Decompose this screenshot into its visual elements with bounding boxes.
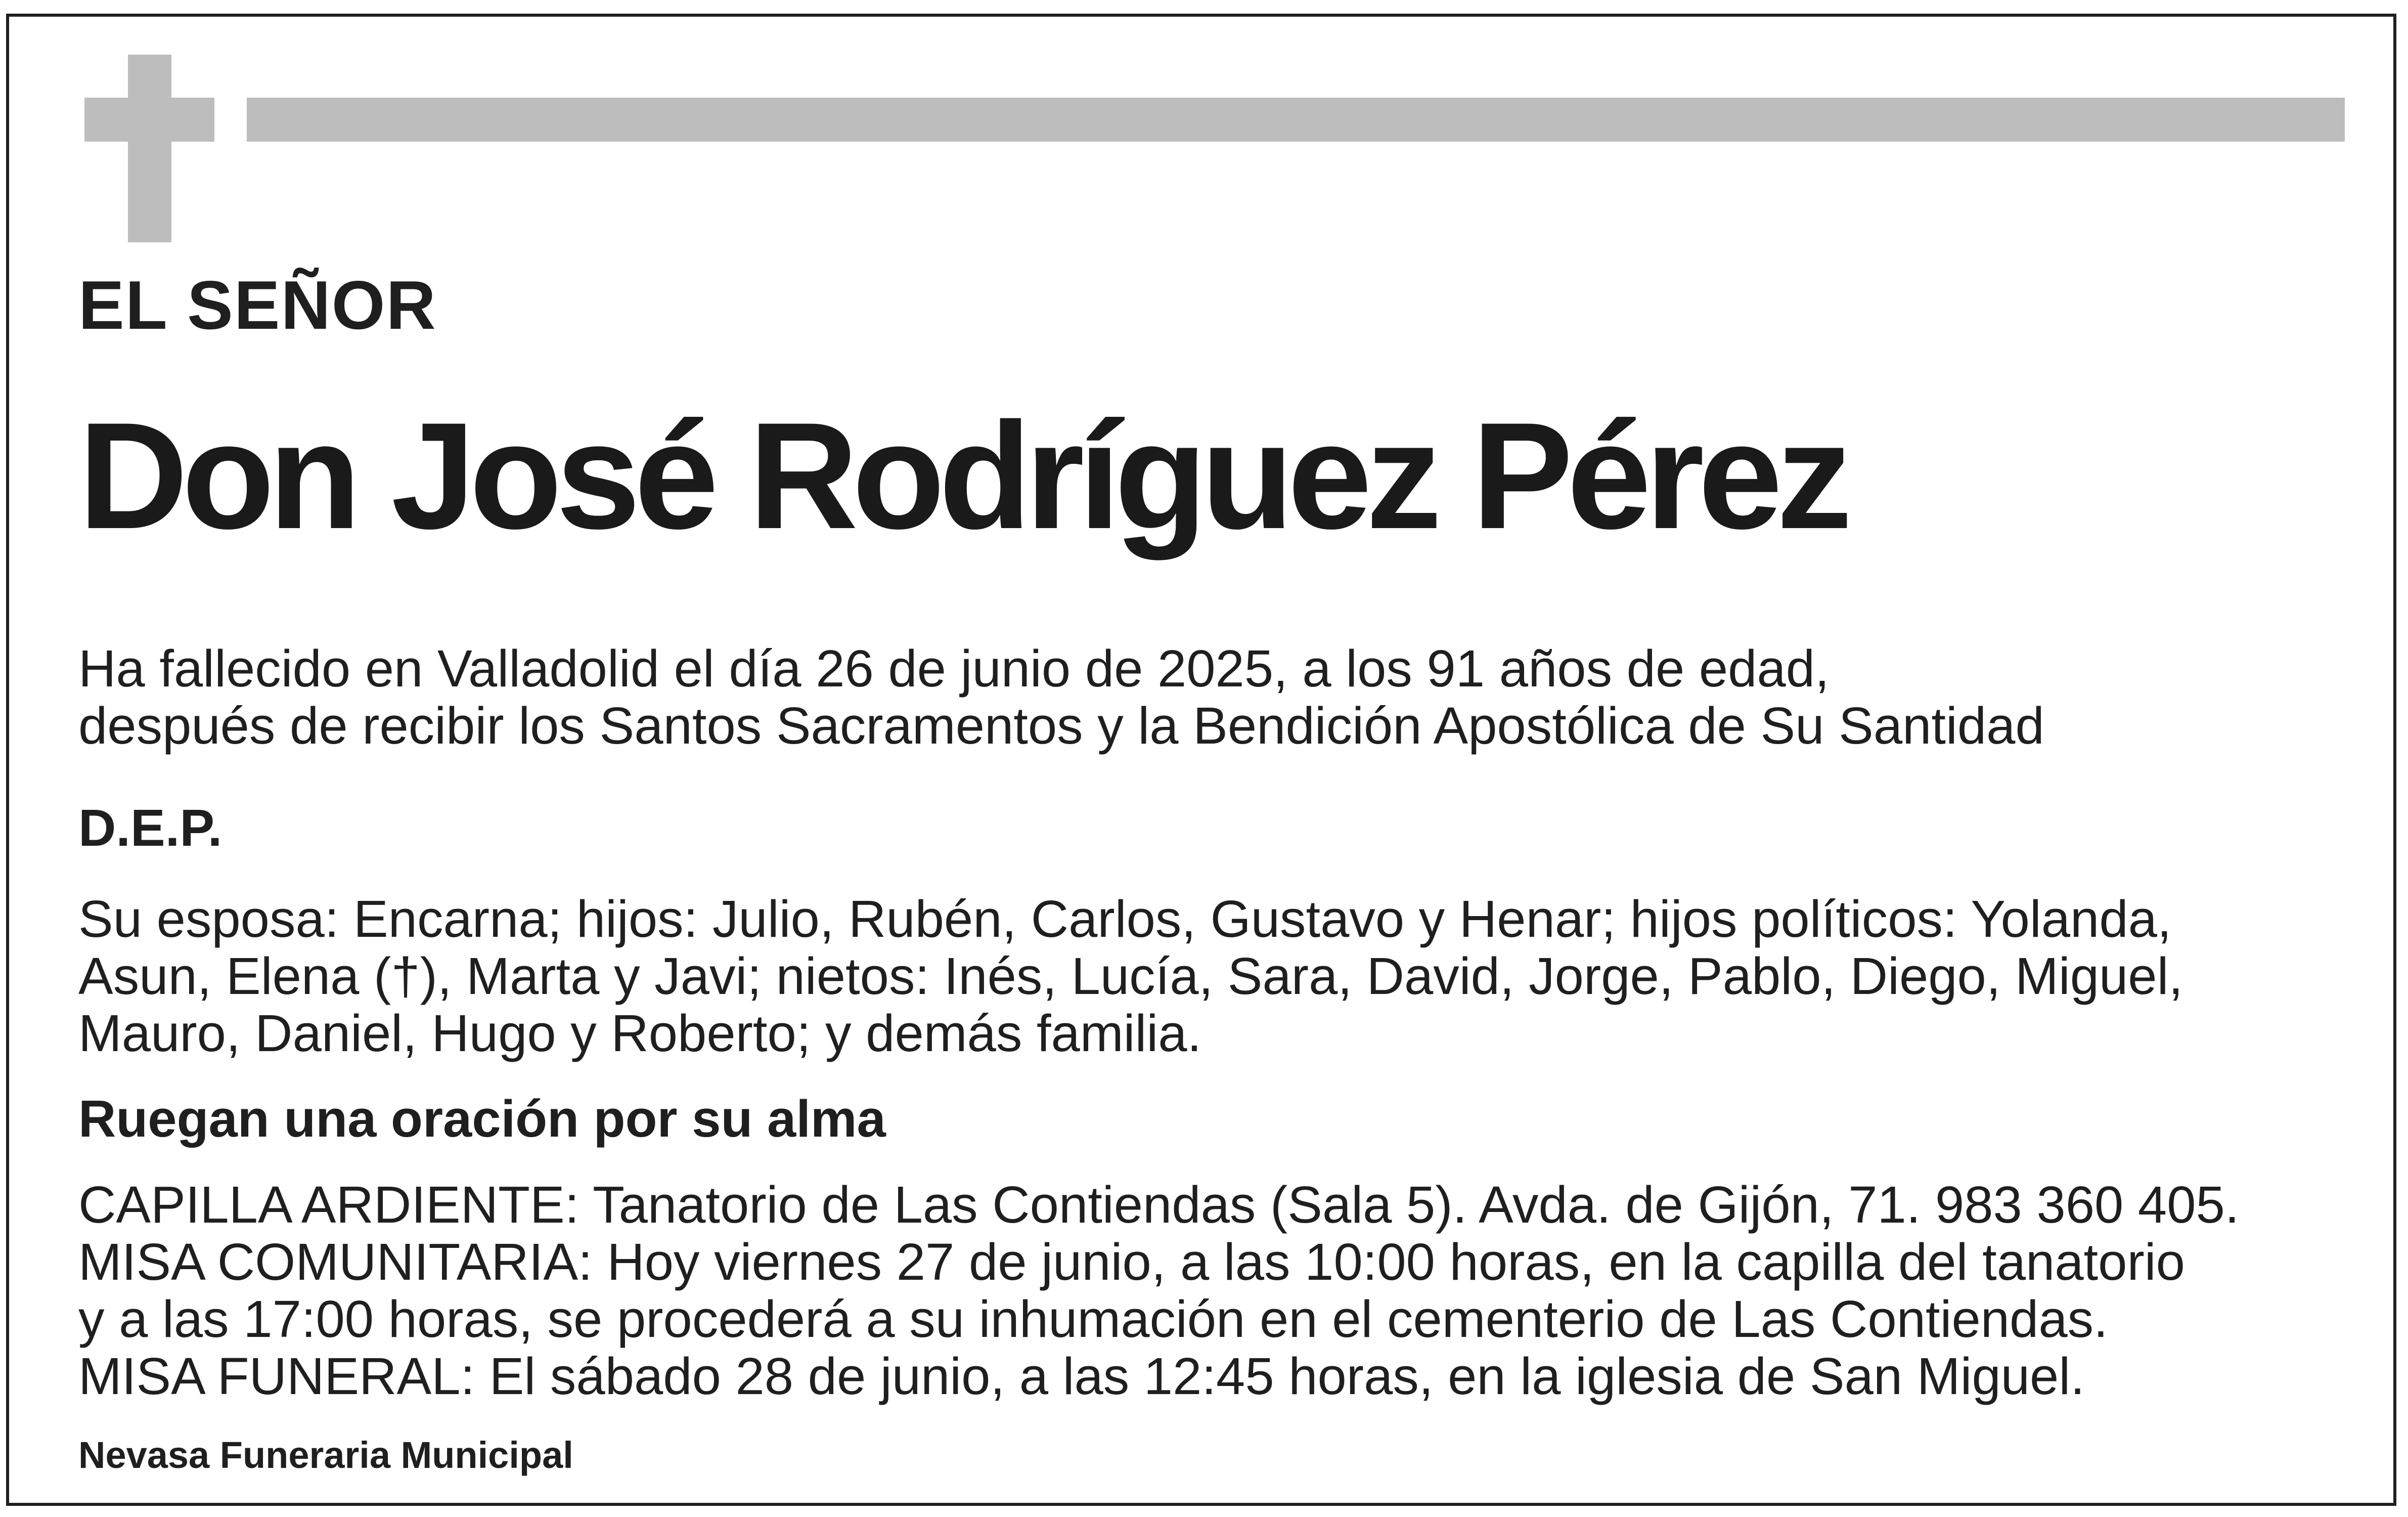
family-line: Asun, Elena (†), Marta y Javi; nietos: Inés, Lucía, Sara, David, Jorge, Pablo, Diego, Miguel,	[78, 947, 2183, 1005]
deceased-name: Don José Rodríguez Pérez	[78, 391, 1847, 560]
family-line: Mauro, Daniel, Hugo y Roberto; y demás familia.	[78, 1004, 1202, 1062]
services-paragraph	[78, 1176, 2239, 1405]
service-line: CAPILLA ARDIENTE: Tanatorio de Las Contiendas (Sala 5). Avda. de Gijón, 71. 983 360 405.	[78, 1176, 2240, 1234]
announcement-paragraph	[78, 640, 2044, 754]
cross-vertical-bar	[128, 55, 171, 242]
decorative-header-bar	[247, 98, 2345, 142]
service-line: MISA COMUNITARIA: Hoy viernes 27 de junio, a las 10:00 horas, en la capilla del tanatorio	[78, 1233, 2185, 1291]
prayer-request: Ruegan una oración por su alma	[78, 1090, 886, 1148]
announcement-line: Ha fallecido en Valladolid el día 26 de junio de 2025, a los 91 años de edad,	[78, 639, 1830, 698]
dep-label: D.E.P.	[78, 799, 222, 857]
notice-heading: EL SEÑOR	[78, 267, 437, 343]
funeral-home-name: Nevasa Funeraria Municipal	[78, 1434, 573, 1476]
service-line: y a las 17:00 horas, se procederá a su inhumación en el cementerio de Las Contiendas.	[78, 1290, 2108, 1348]
service-line: MISA FUNERAL: El sábado 28 de junio, a las 12:45 horas, en la iglesia de San Miguel.	[78, 1347, 2085, 1405]
announcement-line: después de recibir los Santos Sacramentos y la Bendición Apostólica de Su Santidad	[78, 697, 2044, 755]
family-line: Su esposa: Encarna; hijos: Julio, Rubén, Carlos, Gustavo y Henar; hijos políticos: Yolanda,	[78, 890, 2172, 948]
family-paragraph	[78, 890, 2183, 1062]
cross-horizontal-bar	[84, 98, 214, 142]
